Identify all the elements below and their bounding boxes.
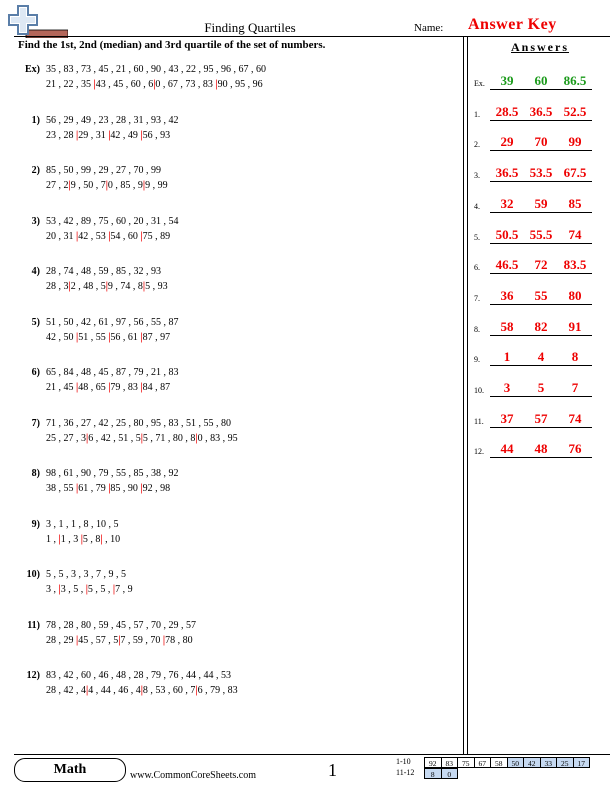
problem-label: 4) — [31, 266, 40, 277]
quartile-marker: | — [140, 230, 143, 242]
quartile-marker: | — [140, 382, 143, 393]
answer-underline — [524, 457, 558, 458]
answer-label: 5. — [474, 232, 480, 242]
answer-underline — [558, 120, 592, 121]
sorted-numbers — [46, 332, 170, 343]
number-segment: 61 , 79 — [78, 483, 109, 494]
quartile-marker: | — [85, 584, 88, 595]
number-segment: 3 , — [46, 584, 59, 595]
number-segment: 90 , 95 , 96 — [217, 79, 263, 90]
quartile-marker: | — [153, 79, 156, 90]
quartile-marker: | — [86, 685, 89, 696]
subject-badge: Math — [14, 758, 126, 782]
answer-q1: 44 — [500, 441, 514, 457]
number-segment: 21 , 45 — [46, 382, 76, 393]
answer-label: 12. — [474, 447, 484, 457]
answer-q2: 4 — [537, 349, 545, 365]
sorted-numbers — [46, 483, 170, 494]
answer-underline — [558, 212, 592, 213]
quartile-marker: | — [105, 281, 108, 292]
sorted-numbers — [46, 281, 168, 292]
problem-numbers: 85 , 50 , 99 , 29 , 27 , 70 , 99 — [46, 165, 161, 176]
answer-q2: 36.5 — [529, 103, 553, 119]
number-segment: 0 , 83 , 95 — [197, 432, 238, 444]
score-cell: 92 — [424, 757, 442, 768]
answer-underline — [490, 304, 524, 305]
quartile-marker: | — [195, 432, 198, 444]
quartile-marker: | — [112, 584, 116, 595]
answer-q3: 99 — [568, 134, 582, 150]
number-segment: 28 , 3 — [46, 281, 69, 292]
number-segment: 23 , 28 — [46, 129, 76, 141]
quartile-marker: | — [142, 281, 146, 292]
number-segment: 42 , 49 — [110, 129, 141, 141]
number-segment: 5 , 5 , — [87, 584, 113, 595]
score-row-label: 1-10 — [396, 757, 411, 766]
number-segment: 8 , 53 , 60 , 7 — [142, 685, 196, 696]
number-segment: 0 , 67 , 73 , 83 — [155, 79, 216, 90]
number-segment: 87 , 97 — [142, 331, 171, 343]
answer-q1: 46.5 — [495, 257, 519, 273]
answer-underline — [490, 273, 524, 274]
number-segment: 84 , 87 — [142, 382, 171, 393]
answer-underline — [490, 396, 524, 397]
answer-q3: 80 — [568, 287, 582, 303]
number-segment: 27 , 2 — [46, 180, 69, 191]
answer-q2: 5 — [537, 380, 545, 395]
number-segment: 7 , 59 , 70 — [120, 634, 163, 646]
number-segment: 6 , 79 , 83 — [197, 685, 238, 696]
number-segment: 5 , 93 — [145, 281, 168, 292]
column-divider-inner — [467, 36, 468, 754]
answer-underline — [524, 396, 558, 397]
problem-numbers: 83 , 42 , 60 , 46 , 48 , 28 , 79 , 76 , 44 , 44 , 53 — [46, 670, 231, 681]
answer-underline — [490, 427, 524, 428]
answer-underline — [524, 335, 558, 336]
problem-numbers: 51 , 50 , 42 , 61 , 97 , 56 , 55 , 87 — [46, 316, 179, 328]
number-segment: 5 , 8 — [82, 533, 101, 545]
number-segment: 56 , 61 — [110, 331, 141, 343]
answer-label: 7. — [474, 293, 480, 303]
answer-underline — [558, 396, 592, 397]
number-segment: 85 , 90 — [110, 483, 141, 494]
answer-q1: 28.5 — [495, 103, 519, 119]
number-segment: 25 , 27 , 3 — [46, 432, 86, 444]
header-rule — [14, 36, 610, 37]
quartile-marker: | — [108, 331, 111, 343]
quartile-marker: | — [142, 180, 146, 191]
answer-label: 1. — [474, 109, 480, 119]
score-cell: 25 — [556, 757, 574, 768]
number-segment: 78 , 80 — [165, 634, 193, 646]
answer-q1: 32 — [500, 195, 514, 211]
quartile-marker: | — [58, 533, 61, 545]
problem-numbers: 65 , 84 , 48 , 45 , 87 , 79 , 21 , 83 — [46, 367, 179, 378]
score-row-label: 11-12 — [396, 768, 415, 777]
number-segment: 48 , 65 — [78, 382, 109, 393]
answer-underline — [490, 89, 524, 90]
quartile-marker: | — [105, 180, 108, 191]
number-segment: 51 , 55 — [78, 331, 109, 343]
website-link[interactable]: www.CommonCoreSheets.com — [130, 770, 257, 781]
sorted-numbers — [46, 685, 238, 696]
answer-underline — [524, 120, 558, 121]
problem-label: 8) — [31, 468, 40, 479]
number-segment: , 10 — [102, 533, 121, 545]
problem-label: 2) — [31, 165, 40, 176]
number-segment: 6 , 42 , 51 , 5 — [88, 432, 141, 444]
answer-underline — [490, 335, 524, 336]
answer-q1: 58 — [500, 318, 514, 334]
answer-label: 3. — [474, 171, 480, 181]
problem-numbers: 3 , 1 , 1 , 8 , 10 , 5 — [46, 518, 119, 530]
answer-underline — [524, 243, 558, 244]
answer-underline — [524, 365, 558, 366]
answer-q3: 86.5 — [563, 73, 587, 88]
sorted-numbers — [46, 584, 133, 595]
answer-underline — [558, 457, 592, 458]
problem-numbers: 28 , 74 , 48 , 59 , 85 , 32 , 93 — [46, 266, 161, 277]
answer-q1: 3 — [503, 380, 511, 395]
answer-q2: 48 — [534, 441, 548, 457]
problem-label: 5) — [31, 316, 40, 328]
number-segment: 3 , 5 , — [60, 584, 86, 595]
answer-q1: 1 — [503, 349, 511, 365]
quartile-marker: | — [80, 533, 83, 545]
answers-heading: Answers — [511, 40, 569, 54]
problem-label: 3) — [31, 215, 40, 227]
answer-q1: 39 — [500, 73, 514, 88]
answer-q2: 72 — [534, 257, 548, 273]
problem-numbers: 71 , 36 , 27 , 42 , 25 , 80 , 95 , 83 , 51 , 55 , 80 — [46, 417, 231, 429]
answer-q1: 37 — [500, 410, 514, 426]
sorted-numbers — [46, 534, 120, 545]
answer-underline — [524, 304, 558, 305]
answer-underline — [558, 150, 592, 151]
answer-q2: 57 — [534, 410, 548, 426]
answer-underline — [524, 150, 558, 151]
quartile-marker: | — [76, 331, 79, 343]
problem-numbers: 53 , 42 , 89 , 75 , 60 , 20 , 31 , 54 — [46, 215, 179, 227]
number-segment: 75 , 89 — [142, 230, 171, 242]
answer-q2: 70 — [534, 134, 548, 150]
column-divider — [463, 36, 464, 754]
answer-underline — [490, 457, 524, 458]
problem-label: 1) — [31, 114, 40, 126]
problem-numbers: 78 , 28 , 80 , 59 , 45 , 57 , 70 , 29 , 57 — [46, 619, 196, 631]
sorted-numbers — [46, 79, 263, 90]
problem-numbers: 56 , 29 , 49 , 23 , 28 , 31 , 93 , 42 — [46, 114, 179, 126]
answer-label: 9. — [474, 355, 480, 365]
answer-label: 8. — [474, 324, 480, 334]
score-cell: 42 — [523, 757, 541, 768]
answer-label: 4. — [474, 201, 480, 211]
answer-underline — [490, 120, 524, 121]
problem-label: 11) — [27, 619, 40, 631]
score-cell: 8 — [424, 768, 442, 779]
quartile-marker: | — [93, 79, 96, 90]
name-label: Name: — [414, 22, 444, 34]
quartile-marker: | — [76, 382, 79, 393]
answer-q3: 8 — [571, 349, 579, 365]
problem-label: 6) — [31, 367, 40, 378]
answer-q2: 59 — [534, 195, 548, 211]
answer-underline — [490, 150, 524, 151]
answer-underline — [558, 273, 592, 274]
quartile-marker: | — [76, 230, 79, 242]
answer-underline — [490, 212, 524, 213]
number-segment: 79 , 83 — [110, 382, 141, 393]
sorted-numbers — [46, 231, 170, 242]
answer-q3: 76 — [568, 441, 582, 457]
quartile-marker: | — [68, 281, 71, 292]
number-segment: 43 , 45 , 60 , 6 — [95, 79, 154, 90]
problem-label: 10) — [26, 569, 40, 580]
page-title: Finding Quartiles — [204, 20, 296, 35]
answer-underline — [524, 181, 558, 182]
quartile-marker: | — [140, 331, 143, 343]
answer-label: 6. — [474, 263, 480, 273]
answer-underline — [558, 243, 592, 244]
number-segment: 42 , 53 — [78, 230, 109, 242]
answer-q3: 91 — [568, 318, 582, 334]
number-segment: 28 , 29 — [46, 634, 76, 646]
answer-underline — [558, 304, 592, 305]
score-cell: 58 — [490, 757, 508, 768]
answer-q2: 53.5 — [529, 165, 553, 181]
sorted-numbers — [46, 635, 193, 646]
quartile-marker: | — [162, 634, 166, 646]
answer-underline — [558, 427, 592, 428]
answer-label: 2. — [474, 140, 480, 150]
answer-underline — [558, 181, 592, 182]
number-segment: 9 , 74 , 8 — [107, 281, 143, 292]
problem-numbers: 5 , 5 , 3 , 3 , 7 , 9 , 5 — [46, 569, 126, 580]
number-segment: 21 , 22 , 35 — [46, 79, 94, 90]
answer-q3: 74 — [568, 410, 582, 426]
problem-label: 9) — [31, 518, 40, 530]
answer-q1: 36 — [500, 287, 514, 303]
answer-label: Ex. — [474, 79, 485, 88]
score-cell: 50 — [507, 757, 525, 768]
quartile-marker: | — [58, 584, 61, 595]
problem-label: 7) — [31, 417, 40, 429]
quartile-marker: | — [76, 129, 79, 141]
quartile-marker: | — [108, 382, 111, 393]
sorted-numbers — [46, 130, 170, 141]
answer-underline — [490, 243, 524, 244]
answer-underline — [490, 181, 524, 182]
quartile-marker: | — [140, 685, 143, 696]
number-segment: 20 , 31 — [46, 230, 76, 242]
answer-underline — [558, 89, 592, 90]
answer-underline — [524, 427, 558, 428]
quartile-marker: | — [140, 483, 143, 494]
quartile-marker: | — [195, 685, 198, 696]
answer-underline — [558, 365, 592, 366]
answer-key-title: Answer Key — [468, 16, 557, 33]
number-segment: 38 , 55 — [46, 483, 76, 494]
quartile-marker: | — [140, 432, 143, 444]
quartile-marker: | — [68, 180, 71, 191]
quartile-marker: | — [100, 533, 103, 545]
quartile-marker: | — [108, 483, 111, 494]
answer-q3: 83.5 — [563, 257, 587, 273]
answer-q3: 85 — [568, 195, 582, 211]
number-segment: 1 , 3 — [60, 533, 81, 545]
number-segment: 0 , 85 , 9 — [107, 180, 143, 191]
answer-q2: 55.5 — [529, 226, 553, 242]
score-cell: 33 — [540, 757, 558, 768]
number-segment: 56 , 93 — [142, 129, 171, 141]
number-segment: 28 , 42 , 4 — [46, 685, 86, 696]
answer-q1: 29 — [500, 134, 514, 150]
number-segment: 2 , 48 , 5 — [70, 281, 106, 292]
quartile-marker: | — [215, 79, 218, 90]
answer-underline — [490, 365, 524, 366]
problem-numbers: 35 , 83 , 73 , 45 , 21 , 60 , 90 , 43 , 22 , 95 , 96 , 67 , 60 — [46, 64, 266, 75]
quartile-marker: | — [108, 129, 111, 141]
number-segment: 5 , 71 , 80 , 8 — [142, 432, 196, 444]
answer-underline — [524, 212, 558, 213]
sorted-numbers — [46, 433, 238, 444]
number-segment: 7 , 9 — [115, 584, 133, 595]
number-segment: 54 , 60 — [110, 230, 141, 242]
quartile-marker: | — [118, 634, 121, 646]
score-cell: 75 — [457, 757, 475, 768]
quartile-marker: | — [108, 230, 111, 242]
number-segment: 45 , 57 , 5 — [78, 634, 119, 646]
answer-underline — [558, 335, 592, 336]
sorted-numbers — [46, 382, 170, 393]
answer-underline — [524, 273, 558, 274]
sorted-numbers — [46, 180, 168, 191]
answer-q3: 67.5 — [563, 165, 587, 181]
problem-label: Ex) — [25, 64, 40, 75]
answer-q2: 82 — [534, 318, 548, 334]
problem-numbers: 98 , 61 , 90 , 79 , 55 , 85 , 38 , 92 — [46, 468, 179, 479]
number-segment: 42 , 50 — [46, 331, 76, 343]
answer-underline — [524, 89, 558, 90]
page-number: 1 — [328, 760, 337, 780]
score-cell: 0 — [441, 768, 459, 779]
number-segment: 92 , 98 — [142, 483, 171, 494]
answer-q2: 60 — [534, 73, 548, 88]
number-segment: 1 , — [46, 533, 59, 545]
problem-label: 12) — [26, 670, 40, 681]
score-cell: 67 — [474, 757, 492, 768]
quartile-marker: | — [140, 129, 143, 141]
number-segment: 9 , 99 — [145, 180, 168, 191]
answer-q1: 36.5 — [495, 165, 519, 181]
answer-q3: 74 — [568, 226, 582, 242]
quartile-marker: | — [76, 634, 79, 646]
number-segment: 29 , 31 — [78, 129, 109, 141]
number-segment: 4 , 44 , 46 , 4 — [88, 685, 141, 696]
answer-q1: 50.5 — [495, 226, 519, 242]
answer-q3: 52.5 — [563, 103, 587, 119]
answer-label: 11. — [474, 416, 484, 426]
answer-label: 10. — [474, 386, 484, 395]
quartile-marker: | — [86, 432, 89, 444]
answer-q3: 7 — [571, 380, 579, 395]
instructions: Find the 1st, 2nd (median) and 3rd quartile of the set of numbers. — [18, 39, 326, 51]
score-cell: 83 — [441, 757, 459, 768]
footer-rule — [14, 754, 610, 755]
number-segment: 9 , 50 , 7 — [70, 180, 106, 191]
answer-q2: 55 — [534, 287, 548, 303]
score-cell: 17 — [573, 757, 591, 768]
quartile-marker: | — [76, 483, 79, 494]
